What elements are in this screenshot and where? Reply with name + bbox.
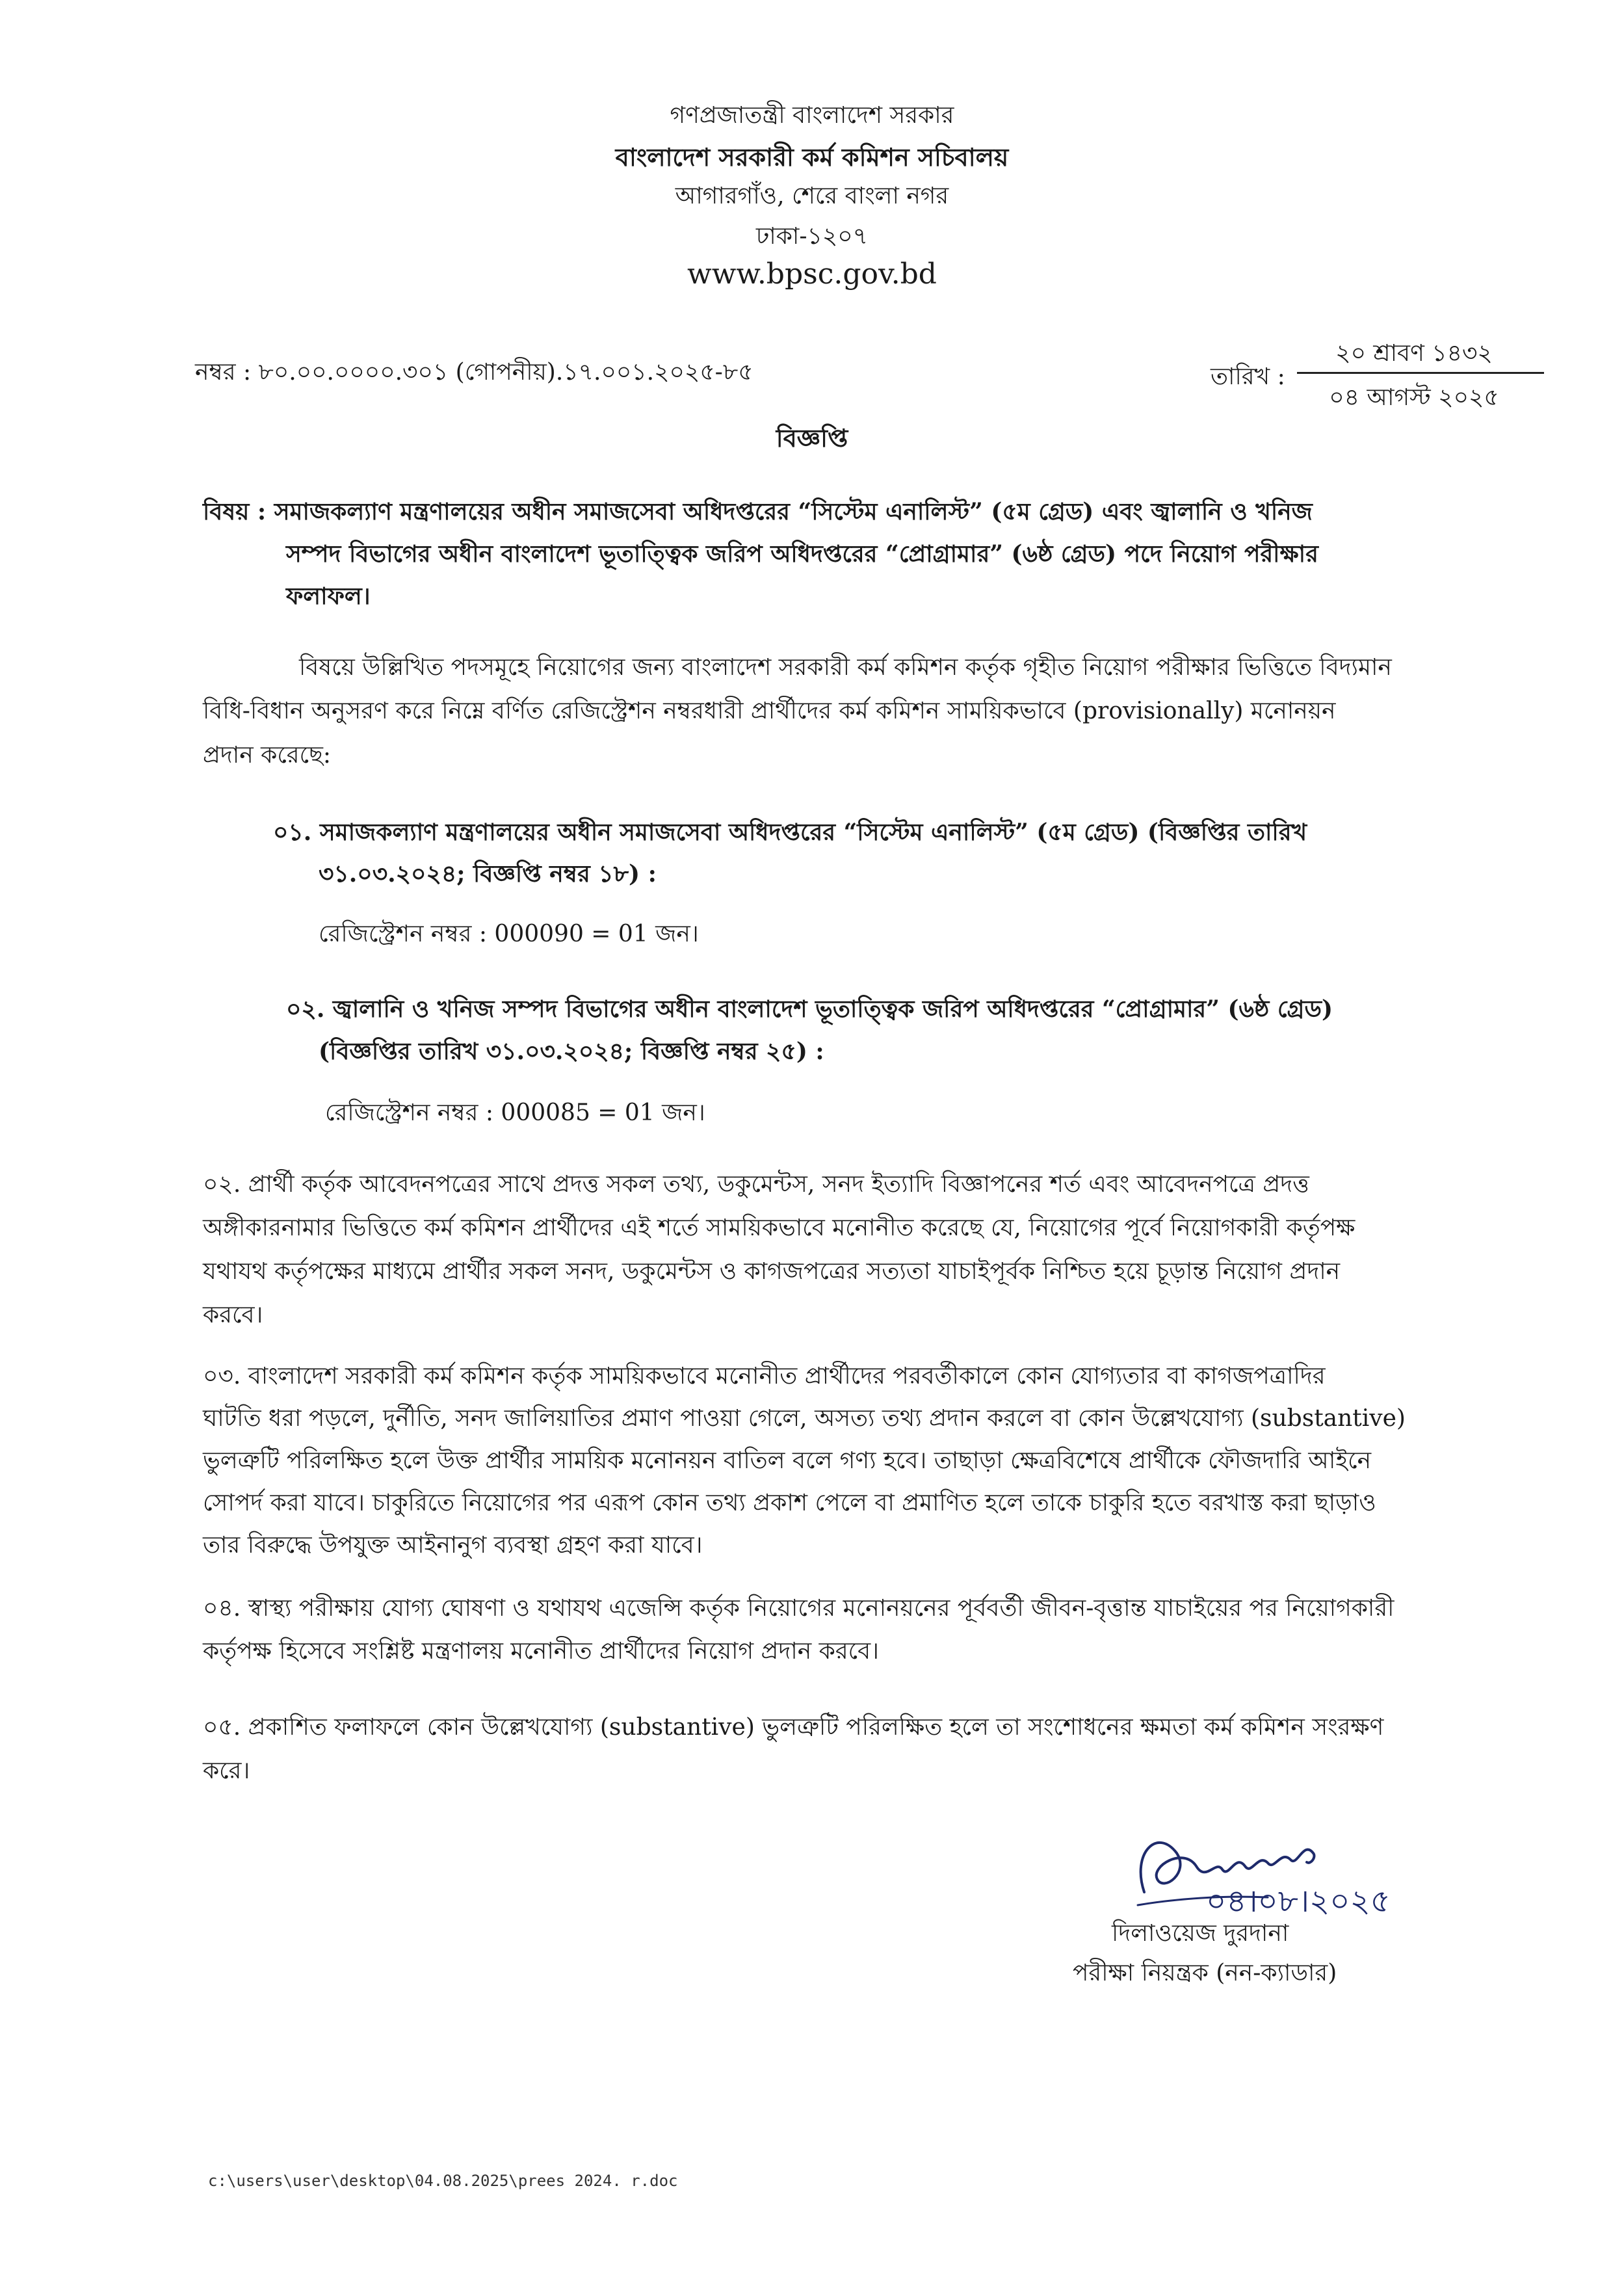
subject-line-3: ফলাফল। xyxy=(286,583,371,610)
item-2-heading-1: ০২. জ্বালানি ও খনিজ সম্পদ বিভাগের অধীন বাংলাদেশ ভূতাত্ত্বিক জরিপ অধিদপ্তরের “প্রোগ্রামার” (৬ষ্ঠ গ্রেড) xyxy=(286,995,1333,1023)
date-divider xyxy=(1297,372,1544,374)
item-2-heading-2: (বিজ্ঞপ্তির তারিখ ৩১.০৩.২০২৪; বিজ্ঞপ্তি নম্বর ২৫) : xyxy=(319,1038,824,1065)
para3-line-1: ০৩. বাংলাদেশ সরকারী কর্ম কমিশন কর্তৃক সাময়িকভাবে মনোনীত প্রার্থীদের পরবর্তীকালে কোন যোগ্যতার বা কাগজপত্রাদির xyxy=(203,1363,1326,1390)
signatory-name: দিলাওয়েজ দুরদানা xyxy=(1112,1920,1289,1947)
para3-line-4: সোপর্দ করা যাবে। চাকুরিতে নিয়োগের পর এরূপ কোন তথ্য প্রকাশ পেলে বা প্রমাণিত হলে তাকে চাকুরি হতে বরখাস্ত করা ছাড়াও xyxy=(203,1490,1376,1516)
para2-line-2: অঙ্গীকারনামার ভিত্তিতে কর্ম কমিশন প্রার্থীদের এই শর্তে সাময়িকভাবে মনোনীত করেছে যে, নিয়োগের পূর্বে নিয়োগকারী কর্তৃপক্ষ xyxy=(203,1215,1356,1241)
footer-file-path: c:\users\user\desktop\04.08.2025\prees 2024. r.doc xyxy=(208,2172,678,2190)
para5-line-2: করে। xyxy=(203,1758,250,1784)
date-english: ০৪ আগস্ট ২০২৫ xyxy=(1329,384,1499,411)
govt-name: গণপ্রজাতন্ত্রী বাংলাদেশ সরকার xyxy=(670,102,954,129)
intro-line-2: বিধি-বিধান অনুসরণ করে নিম্নে বর্ণিত রেজিস্ট্রেশন নম্বরধারী প্রার্থীদের কর্ম কমিশন সাময়িকভাবে (provisionally) মনোনয়ন xyxy=(203,698,1336,724)
para2-line-1: ০২. প্রার্থী কর্তৃক আবেদনপত্রের সাথে প্রদত্ত সকল তথ্য, ডকুমেন্টস, সনদ ইত্যাদি বিজ্ঞাপনের শর্ত এবং আবেদনপত্রে প্রদত্ত xyxy=(203,1171,1309,1198)
para3-line-2: ঘাটতি ধরা পড়লে, দুর্নীতি, সনদ জালিয়াতির প্রমাণ পাওয়া গেলে, অসত্য তথ্য প্রদান করলে বা কোন উল্লেখযোগ্য (substantive) xyxy=(203,1405,1406,1432)
subject-line-2: সম্পদ বিভাগের অধীন বাংলাদেশ ভূতাত্ত্বিক জরিপ অধিদপ্তরের “প্রোগ্রামার” (৬ষ্ঠ গ্রেড) পদে নিয়োগ পরীক্ষার xyxy=(286,540,1318,568)
para4-line-1: ০৪. স্বাস্থ্য পরীক্ষায় যোগ্য ঘোষণা ও যথাযথ এজেন্সি কর্তৃক নিয়োগের মনোনয়নের পূর্ববর্তী জীবন-বৃত্তান্ত যাচাইয়ের পর নিয়োগকারী xyxy=(203,1595,1395,1622)
address-line: আগারগাঁও, শেরে বাংলা নগর xyxy=(675,183,949,209)
subject-line-1 xyxy=(203,491,1313,533)
para2-line-4: করবে। xyxy=(203,1302,263,1328)
signatory-designation: পরীক্ষা নিয়ন্ত্রক (নন-ক্যাডার) xyxy=(1073,1960,1337,1986)
subject-text-1: সমাজকল্যাণ মন্ত্রণালয়ের অধীন সমাজসেবা অধিদপ্তরের “সিস্টেম এনালিস্ট” (৫ম গ্রেড) এবং জ্বালানি ও খনিজ xyxy=(274,498,1313,525)
date-bangla: ২০ শ্রাবণ ১৪৩২ xyxy=(1335,340,1493,367)
website-link[interactable]: www.bpsc.gov.bd xyxy=(687,257,937,291)
para3-line-5: তার বিরুদ্ধে উপযুক্ত আইনানুগ ব্যবস্থা গ্রহণ করা যাবে। xyxy=(203,1532,703,1559)
handwritten-date: ০৪।০৮।২০২৫ xyxy=(1206,1883,1391,1919)
memo-number: নম্বর : ৮০.০০.০০০০.৩০১ (গোপনীয়).১৭.০০১.২০২৫-৮৫ xyxy=(195,359,753,386)
item-1-heading-2: ৩১.০৩.২০২৪; বিজ্ঞপ্তি নম্বর ১৮) : xyxy=(319,860,657,888)
para2-line-3: যথাযথ কর্তৃপক্ষের মাধ্যমে প্রার্থীর সকল সনদ, ডকুমেন্টস ও কাগজপত্রের সত্যতা যাচাইপূর্বক নিশ্চিত হয়ে চূড়ান্ত নিয়োগ প্রদান xyxy=(203,1258,1341,1285)
item-1-heading-1: ০১. সমাজকল্যাণ মন্ত্রণালয়ের অধীন সমাজসেবা অধিদপ্তরের “সিস্টেম এনালিস্ট” (৫ম গ্রেড) (বিজ্ঞপ্তির তারিখ xyxy=(273,819,1307,846)
para3-line-3: ভুলত্রুটি পরিলক্ষিত হলে উক্ত প্রার্থীর সাময়িক মনোনয়ন বাতিল বলে গণ্য হবে। তাছাড়া ক্ষেত্রবিশেষে প্রার্থীকে ফৌজদারি আইনে xyxy=(203,1447,1372,1474)
city-line: ঢাকা-১২০৭ xyxy=(755,223,869,250)
intro-line-1: বিষয়ে উল্লিখিত পদসমূহে নিয়োগের জন্য বাংলাদেশ সরকারী কর্ম কমিশন কর্তৃক গৃহীত নিয়োগ পরীক্ষার ভিত্তিতে বিদ্যমান xyxy=(299,654,1392,681)
date-label: তারিখ : xyxy=(1211,363,1285,390)
item-1-registration: রেজিস্ট্রেশন নম্বর : 000090 = 01 জন। xyxy=(319,921,699,947)
para4-line-2: কর্তৃপক্ষ হিসেবে সংশ্লিষ্ট মন্ত্রণালয় মনোনীত প্রার্থীদের নিয়োগ প্রদান করবে। xyxy=(203,1638,880,1665)
item-2-registration: রেজিস্ট্রেশন নম্বর : 000085 = 01 জন। xyxy=(325,1100,705,1126)
intro-line-3: প্রদান করেছে: xyxy=(203,742,332,769)
commission-name: বাংলাদেশ সরকারী কর্ম কমিশন সচিবালয় xyxy=(615,142,1009,172)
subject-label: বিষয় : xyxy=(203,498,267,525)
notice-title: বিজ্ঞপ্তি xyxy=(776,423,848,453)
para5-line-1: ০৫. প্রকাশিত ফলাফলে কোন উল্লেখযোগ্য (substantive) ভুলত্রুটি পরিলক্ষিত হলে তা সংশোধনের ক্ষমতা কর্ম কমিশন সংরক্ষণ xyxy=(203,1714,1384,1741)
